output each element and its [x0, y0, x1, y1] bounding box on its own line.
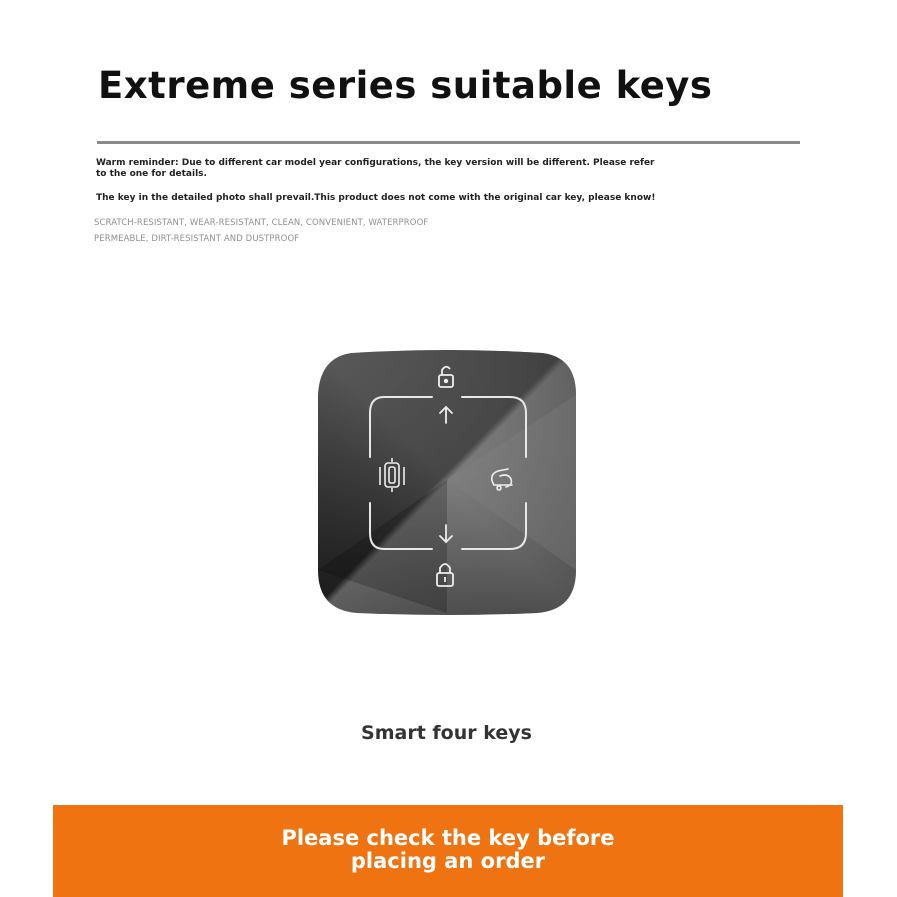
car-key-image — [312, 345, 582, 624]
notice-text: The key in the detailed photo shall prevail.This product does not come with the original car key, please know! — [96, 193, 656, 203]
warm-reminder-text: Warm reminder: Due to different car model year configurations, the key version will be different. Please refer to the one for details. — [96, 158, 655, 179]
key-body — [318, 350, 576, 615]
feature-line-2: PERMEABLE, DIRT-RESISTANT AND DUSTPROOF — [94, 234, 300, 244]
banner-text: Please check the key before placing an order — [281, 826, 615, 873]
order-warning-banner — [53, 805, 843, 897]
feature-line-1: SCRATCH-RESISTANT, WEAR-RESISTANT, CLEAN, CONVENIENT, WATERPROOF — [94, 218, 429, 228]
title-divider — [97, 141, 800, 144]
product-caption: Smart four keys — [361, 722, 532, 744]
page-title: Extreme series suitable keys — [98, 64, 713, 107]
